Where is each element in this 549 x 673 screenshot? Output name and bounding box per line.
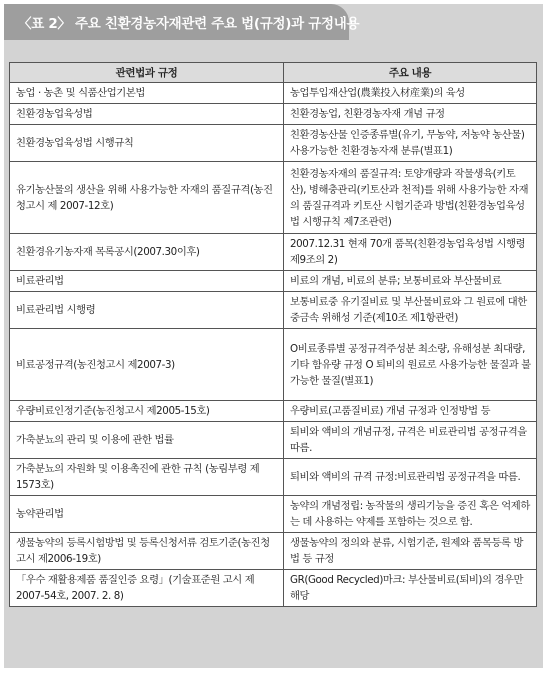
table-row [10,271,537,292]
header-content: 주요 내용 [284,63,537,83]
table-row [10,422,537,459]
law-cell: 우량비료인정기준(농진청고시 제2005-15호) [10,401,284,422]
table-caption-bar [4,4,543,40]
content-cell: 친환경농산물 인증종류별(유기, 무농약, 저농약 농산물) 사용가능한 친환경농자재 분류(별표1) [284,125,537,162]
table-row [10,570,537,607]
table-row [10,533,537,570]
content-cell: 농업투입재산업(農業投入材産業)의 육성 [284,83,537,104]
content-cell: 친환경농업, 친환경농자재 개념 규정 [284,104,537,125]
law-cell: 비료관리법 [10,271,284,292]
content-cell: O비료종류별 공정규격주성분 최소량, 유해성분 최대량, 기타 함유량 규정 O 퇴비의 원료로 사용가능한 물질과 불가능한 물질(별표1) [284,329,537,401]
table-row [10,496,537,533]
law-cell: 친환경농업육성법 시행규칙 [10,125,284,162]
law-cell: 농업 · 농촌 및 식품산업기본법 [10,83,284,104]
regulations-table [9,62,537,607]
law-cell: 「우수 재활용제품 품질인증 요령」(기술표준원 고시 제2007-54호, 2007. 2. 8) [10,570,284,607]
content-cell: 친환경농자재의 품질규격: 토양개량과 작물생육(키토산), 병해충관리(키토산과 천적)를 위해 사용가능한 자재의 품질규격과 키토산 시험기준과 방법(친환경농업육성법 시행규칙 제7조관련) [284,162,537,234]
law-cell: 생물농약의 등록시험방법 및 등록신청서류 검토기준(농진청고시 제2006-19호) [10,533,284,570]
law-cell: 유기농산물의 생산을 위해 사용가능한 자재의 품질규격(농진청고시 제 2007-12호) [10,162,284,234]
content-cell: 비료의 개념, 비료의 분류; 보통비료와 부산물비료 [284,271,537,292]
law-cell: 친환경유기농자재 목록공시(2007.30이후) [10,234,284,271]
regulations-table-wrap [9,62,536,607]
caption-tab [4,4,360,40]
content-cell: 생물농약의 정의와 분류, 시험기준, 원제와 품목등록 방법 등 규정 [284,533,537,570]
table-row [10,292,537,329]
table-row [10,83,537,104]
content-cell: GR(Good Recycled)마크: 부산물비료(퇴비)의 경우만 해당 [284,570,537,607]
law-cell: 가축분뇨의 관리 및 이용에 관한 법률 [10,422,284,459]
table-row [10,125,537,162]
content-cell: 우량비료(고품질비료) 개념 규정과 인정방법 등 [284,401,537,422]
table-header-row [10,63,537,83]
header-law: 관련법과 규정 [10,63,284,83]
table-row [10,104,537,125]
content-cell: 퇴비와 액비의 개념규정, 규격은 비료관리법 공정규격을 따름. [284,422,537,459]
law-cell: 비료공정규격(농진청고시 제2007-3) [10,329,284,401]
table-row [10,459,537,496]
law-cell: 농약관리법 [10,496,284,533]
table-title: 〈표 2〉 주요 친환경농자재관련 주요 법(규정)과 규정내용 [18,16,360,32]
law-cell: 비료관리법 시행령 [10,292,284,329]
content-cell: 농약의 개념정립: 농작물의 생리기능을 증진 혹은 억제하는 데 사용하는 약제를 포함하는 것으로 함. [284,496,537,533]
content-cell: 보통비료중 유기질비료 및 부산물비료와 그 원료에 대한 중금속 위해성 기준(제10조 제1항관련) [284,292,537,329]
content-cell: 2007.12.31 현재 70개 품목(친환경농업육성법 시행령 제9조의 2) [284,234,537,271]
law-cell: 친환경농업육성법 [10,104,284,125]
law-cell: 가축분뇨의 자원화 및 이용촉진에 관한 규칙 (농림부령 제1573호) [10,459,284,496]
table-row [10,162,537,234]
content-cell: 퇴비와 액비의 규격 규정:비료관리법 공정규격을 따름. [284,459,537,496]
table-row [10,401,537,422]
table-row [10,234,537,271]
table-row [10,329,537,401]
